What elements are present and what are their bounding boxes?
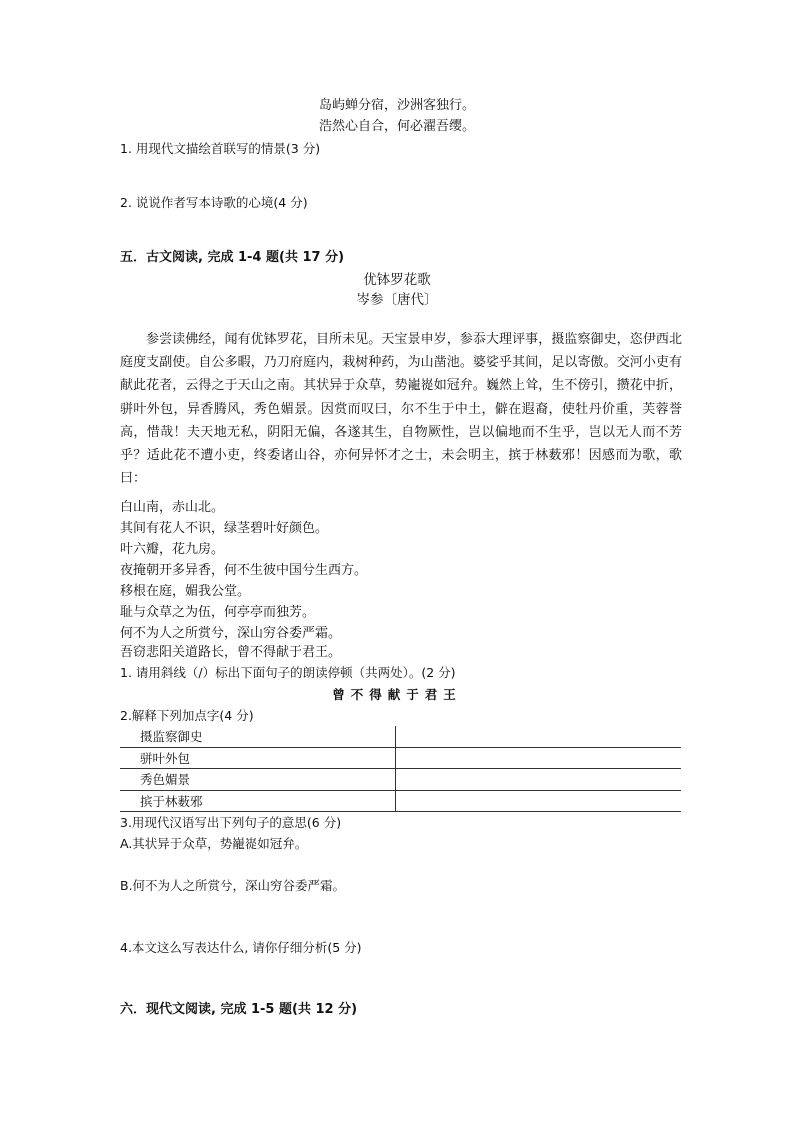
question-5-3: 3.用现代汉语写出下列句子的意思(6 分) xyxy=(120,815,342,830)
question-4-1: 1. 用现代文描绘首联写的情景(3 分) xyxy=(120,141,321,156)
table-row xyxy=(120,769,681,791)
table-row xyxy=(120,726,681,747)
poem-line: 浩然心自合，何必濯吾缨。 xyxy=(318,119,475,134)
section-6-heading: 六．现代文阅读, 完成 1-5 题(共 12 分) xyxy=(120,1002,358,1017)
preface-paragraph: 参尝读佛经，闻有优钵罗花，目所未见。天宝景申岁，参忝大理评事，摄监察御史，恣伊西北庭度支副使。自公多暇，乃刀府庭内，栽树种药，为山凿池。婆娑乎其间，足以寄傲。交河小吏有献此花者，云得之于天山之南。其状异于众草，势巃嵸如冠弁。巍然上耸，生不傍引，攒花中折，骈叶外包，异香腾风，秀色媚景。因赏而叹曰，尔不生于中土，僻在遐裔，使牡丹价重，芙蓉誉高，惜哉！夫天地无私，阴阳无偏，各遂其生，自物厥性，岂以偏地而不生乎，岂以无人而不芳乎？适此花不遭小吏，终委诸山谷，亦何异怀才之士，未会明主，摈于林薮邪！因感而为歌，歌曰： xyxy=(120,332,682,487)
answer-cell[interactable] xyxy=(396,747,682,769)
gloss-term: 摈于林薮邪 xyxy=(120,790,396,812)
song-line: 何不为人之所赏兮，深山穷谷委严霜。 xyxy=(120,626,342,641)
section-5-heading: 五．古文阅读, 完成 1-4 题(共 17 分) xyxy=(120,250,345,265)
song-line: 吾窃悲阳关道路长，曾不得献于君王。 xyxy=(120,645,342,660)
answer-cell[interactable] xyxy=(396,769,682,791)
song-line: 叶六瓣，花九房。 xyxy=(120,542,225,557)
text-author: 岑参〔唐代〕 xyxy=(356,292,438,308)
song-line: 耻与众草之为伍，何亭亭而独芳。 xyxy=(120,605,316,620)
gloss-term: 摄监察御史 xyxy=(120,726,396,747)
song-line: 白山南，赤山北。 xyxy=(120,500,225,515)
song-line: 其间有花人不识，绿茎碧叶好颜色。 xyxy=(120,521,329,536)
poem-line: 岛屿蝉分宿，沙洲客独行。 xyxy=(318,98,475,113)
gloss-table xyxy=(120,726,681,812)
pause-sentence: 曾不得献于君王 xyxy=(332,687,462,702)
gloss-term: 骈叶外包 xyxy=(120,747,396,769)
text-title: 优钵罗花歌 xyxy=(363,272,431,288)
song-line: 移根在庭，媚我公堂。 xyxy=(120,584,251,599)
table-row xyxy=(120,747,681,769)
question-5-4: 4.本文这么写表达什么, 请你仔细分析(5 分) xyxy=(120,940,362,955)
table-row xyxy=(120,790,681,812)
question-5-2: 2.解释下列加点字(4 分) xyxy=(120,708,254,723)
question-4-2: 2. 说说作者写本诗歌的心境(4 分) xyxy=(120,195,308,210)
answer-cell[interactable] xyxy=(396,726,682,747)
question-5-3b: B.何不为人之所赏兮，深山穷谷委严霜。 xyxy=(120,878,346,893)
gloss-term: 秀色媚景 xyxy=(120,769,396,791)
question-5-3a: A.其状异于众草，势巃嵸如冠弁。 xyxy=(120,836,308,851)
answer-cell[interactable] xyxy=(396,790,682,812)
question-5-1: 1. 请用斜线（/）标出下面句子的朗读停顿（共两处）。(2 分) xyxy=(120,665,456,680)
song-line: 夜掩朝开多异香，何不生彼中国兮生西方。 xyxy=(120,563,368,578)
